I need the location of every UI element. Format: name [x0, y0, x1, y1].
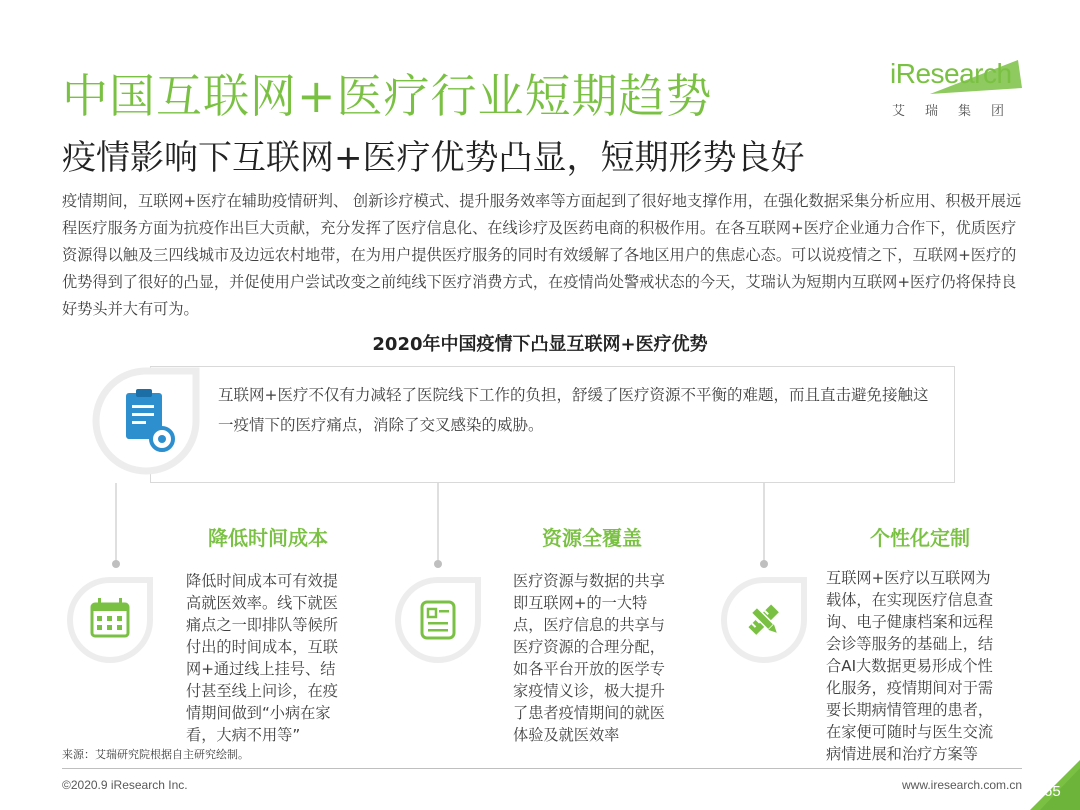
clipboard-gear-icon	[92, 367, 200, 475]
column-1-line: 看，大病不用等”	[186, 726, 301, 744]
column-2-line: 如各平台开放的医学专	[513, 660, 665, 678]
column-3-line: 化服务，疫情期间对于需	[826, 679, 994, 697]
column-3-line: 互联网+医疗以互联网为	[826, 569, 991, 587]
column-2-line: 点，医疗信息的共享与	[513, 616, 665, 634]
column-1-line: 网+通过线上挂号、结	[186, 660, 336, 678]
document-icon	[394, 576, 482, 664]
footer-divider	[62, 768, 1022, 769]
column-3-line: 病情进展和治疗方案等	[826, 745, 978, 763]
column-2-line: 即互联网+的一大特	[513, 594, 648, 612]
column-3-line: 合AI大数据更易形成个性	[826, 657, 993, 675]
column-1-text	[186, 570, 376, 746]
column-1-line: 痛点之一即排队等候所	[186, 616, 338, 634]
column-2-line: 体验及就医效率	[513, 726, 620, 744]
pencil-ruler-icon	[720, 576, 808, 664]
chart-heading: 2020年中国疫情下凸显互联网+医疗优势	[372, 334, 708, 355]
column-1-line: 降低时间成本可有效提	[186, 572, 338, 590]
column-3-line: 在家便可随时与医生交流	[826, 723, 994, 741]
column-2-line: 医疗资源与数据的共享	[513, 572, 665, 590]
logo-chinese: 艾瑞集团	[892, 104, 1025, 119]
website-link[interactable]: www.iresearch.com.cn	[902, 778, 1023, 792]
page-subtitle: 疫情影响下互联网+医疗优势凸显，短期形势良好	[62, 138, 805, 178]
column-3-title: 个性化定制	[870, 526, 970, 550]
source-note: 来源：艾瑞研究院根据自主研究绘制。	[62, 748, 249, 761]
logo-brand: iResearch	[890, 58, 1012, 89]
column-3-line: 载体，在实现医疗信息查	[826, 591, 994, 609]
column-2-line: 医疗资源的合理分配，	[513, 638, 665, 656]
column-1-line: 付出的时间成本，互联	[186, 638, 338, 656]
page-title: 中国互联网+医疗行业短期趋势	[62, 69, 713, 123]
intro-paragraph: 疫情期间，互联网+医疗在辅助疫情研判、 创新诊疗模式、提升服务效率等方面起到了很好地支撑作用，在强化数据采集分析应用、积极开展远程医疗服务方面为抗疫作出巨大贡献，充分发挥了医疗信息化、在线诊疗及医药电商的积极作用。在各互联网+医疗企业通力合作下，优质医疗资源得以触及三四线城市及边远农村地带，在为用户提供医疗服务的同时有效缓解了各地区用户的焦虑心态。可以说疫情之下，互联网+医疗的优势得到了很好的凸显，并促使用户尝试改变之前纯线下医疗消费方式，在疫情尚处警戒状态的今天，艾瑞认为短期内互联网+医疗仍将保持良好势头并大有可为。	[62, 192, 1022, 318]
column-3-line: 要长期病情管理的患者，	[826, 701, 994, 719]
column-3-text	[826, 567, 1026, 765]
copyright: ©2020.9 iResearch Inc.	[62, 778, 188, 792]
column-2-title: 资源全覆盖	[542, 526, 642, 550]
page-number: 65	[1044, 783, 1061, 800]
top-summary-text: 互联网+医疗不仅有力减轻了医院线下工作的负担，舒缓了医疗资源不平衡的难题，而且直击避免接触这一疫情下的医疗痛点，消除了交叉感染的威胁。	[218, 386, 929, 434]
column-2-text	[513, 570, 703, 746]
column-2-line: 了患者疫情期间的就医	[513, 704, 665, 722]
column-1-line: 情期间做到“小病在家	[186, 704, 331, 722]
calendar-icon	[66, 576, 154, 664]
column-1-title: 降低时间成本	[208, 526, 328, 550]
column-3-line: 会诊等服务的基础上，结	[826, 635, 994, 653]
column-1-line: 高就医效率。线下就医	[186, 594, 338, 612]
column-3-line: 询、电子健康档案和远程	[826, 613, 994, 631]
column-2-line: 家疫情义诊，极大提升	[513, 682, 665, 700]
column-1-line: 付甚至线上问诊，在疫	[186, 682, 338, 700]
